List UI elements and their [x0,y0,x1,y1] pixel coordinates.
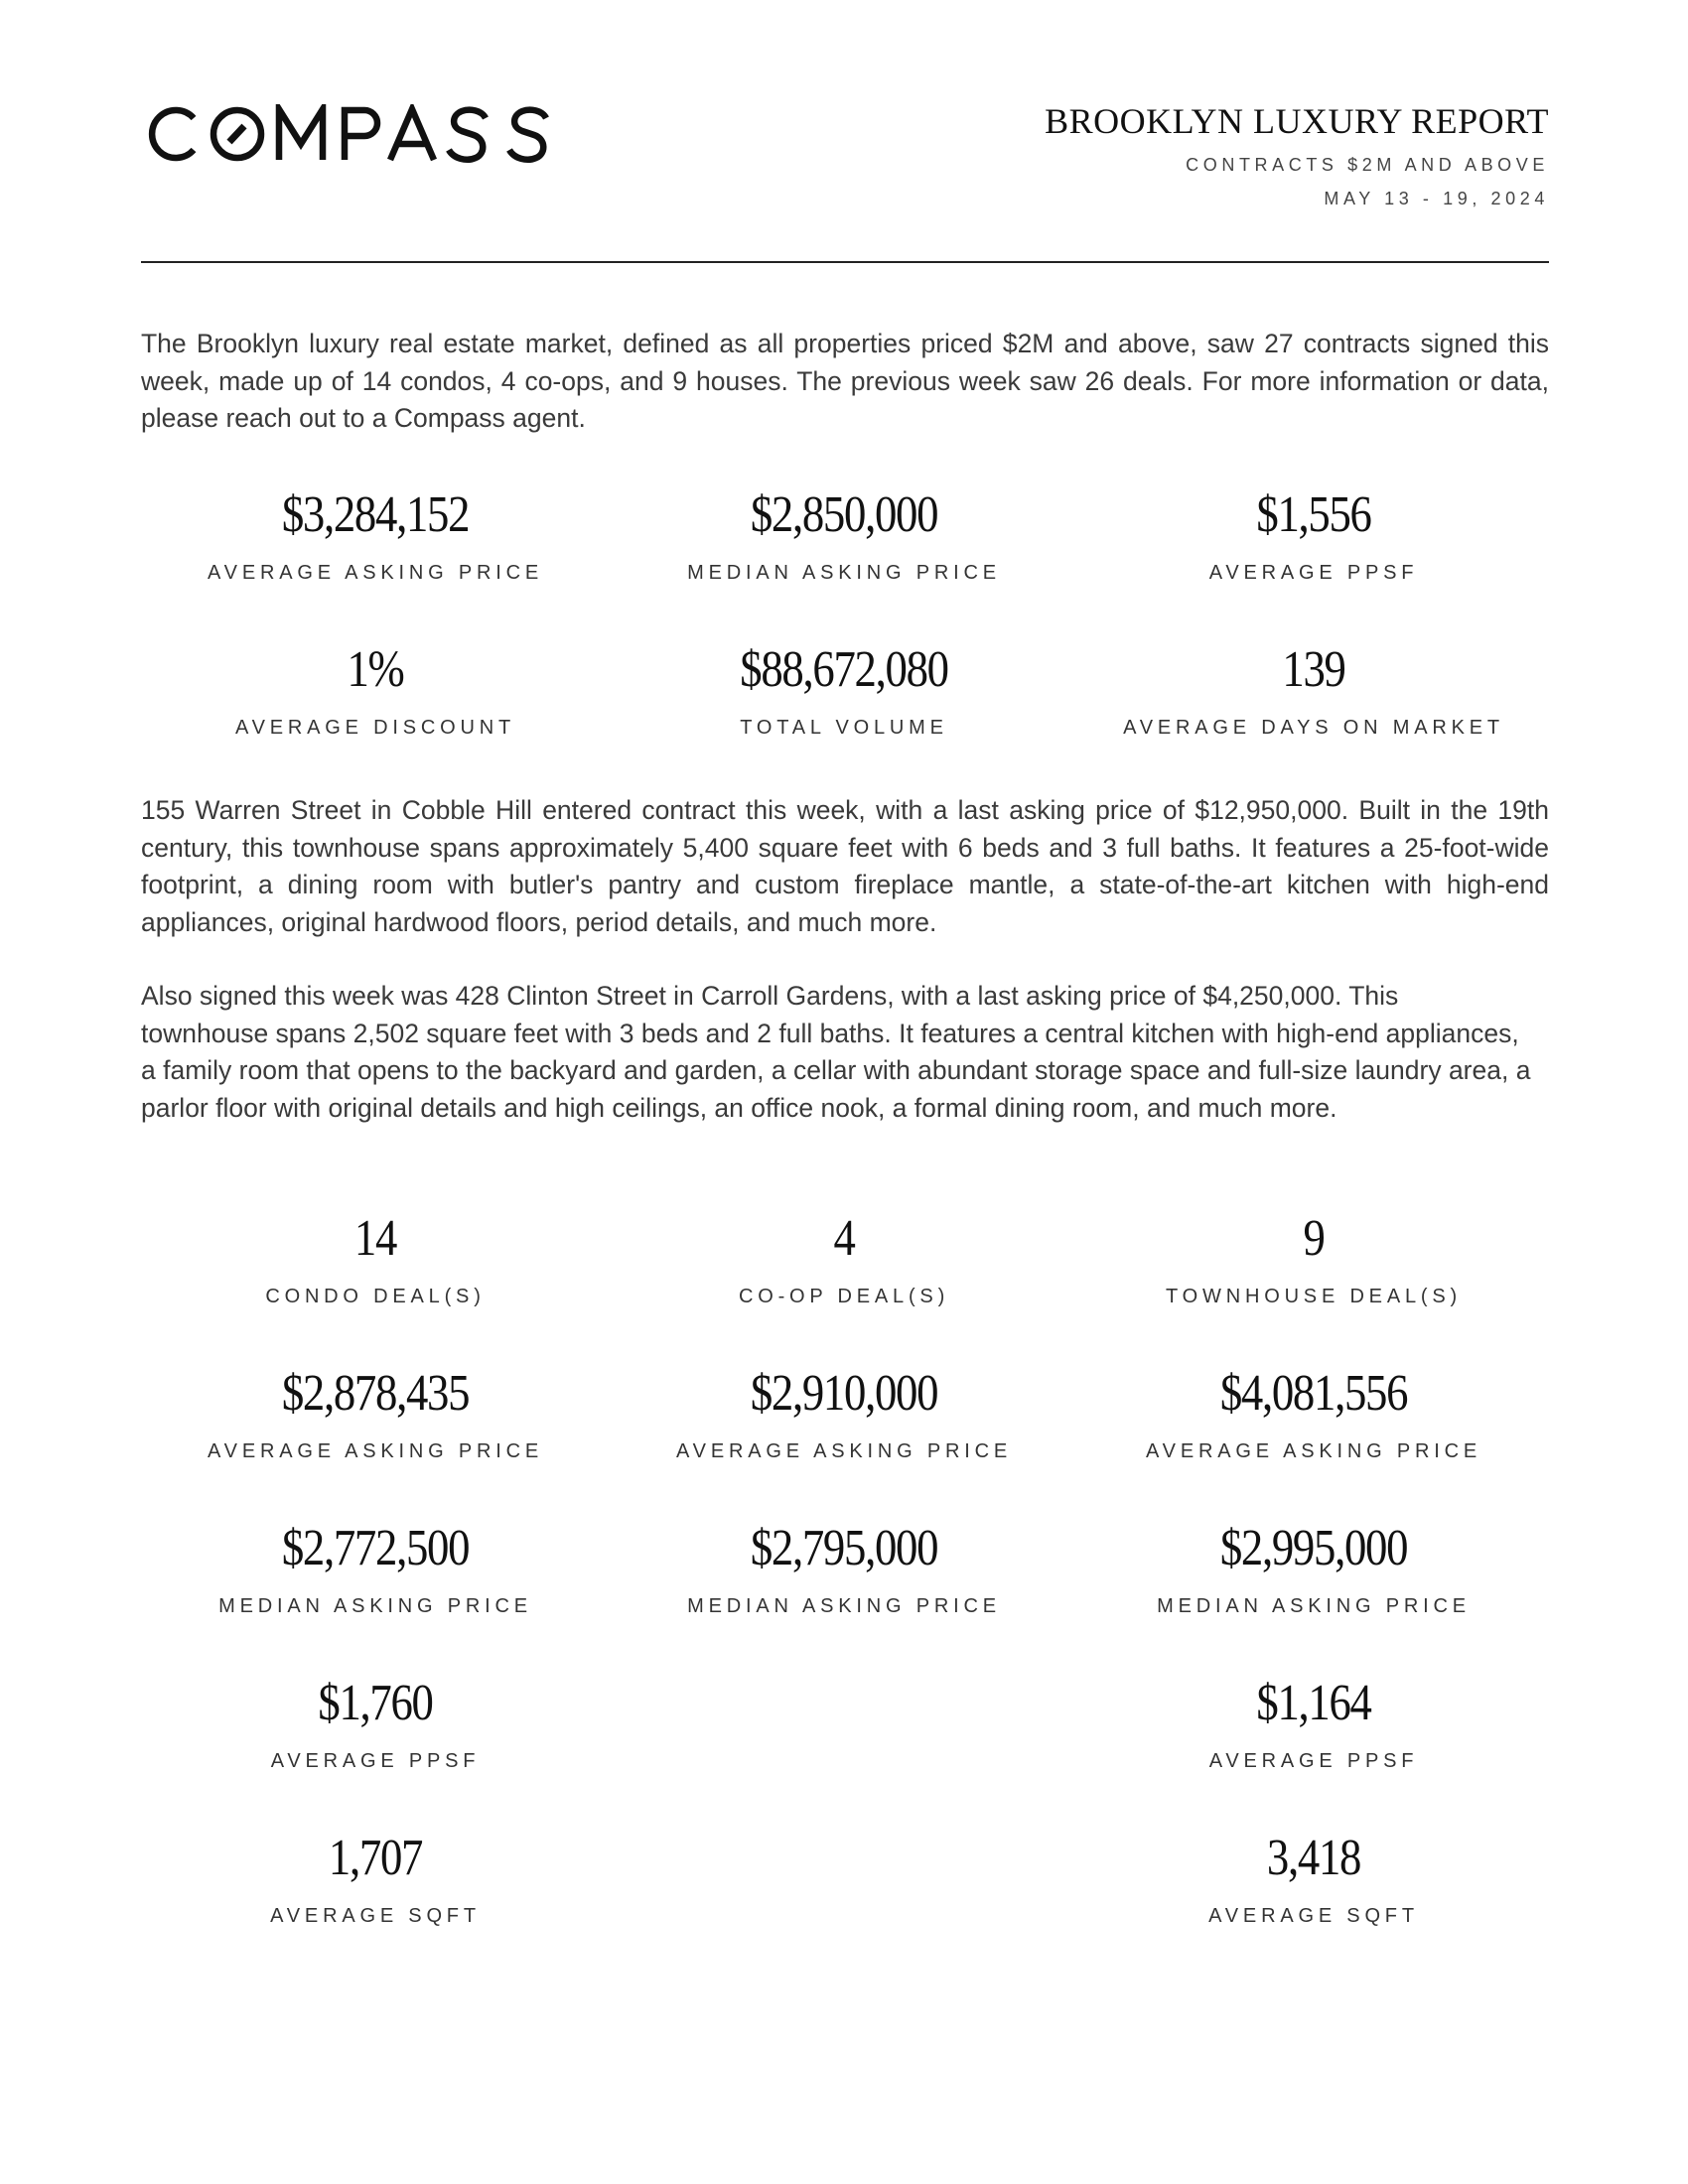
stat-label: AVERAGE PPSF [1208,1750,1419,1772]
story-paragraph-clinton-street: Also signed this week was 428 Clinton Street in Carroll Gardens, with a last asking price of $4,250,000. This townhouse spans 2,502 square feet with 3 beds and 2 full baths. It features a central kitchen with high-end appliances, a family room that opens to the backyard and garden, a cellar with abundant storage space and full-size laundry area, a parlor floor with original details and high ceilings, an office nook, a formal dining room, and much more. [141,981,1531,1123]
stat-value: 14 [353,1210,397,1267]
townhouse-deals [1078,1208,1549,1363]
condo-deals [141,1208,610,1363]
header-divider [141,261,1549,263]
stat-total-volume [610,639,1078,794]
stat-label: TOTAL VOLUME [740,717,948,739]
stat-label: AVERAGE PPSF [1208,562,1419,584]
stat-value: $3,284,152 [281,486,470,543]
stat-label: AVERAGE DAYS ON MARKET [1123,717,1504,739]
stat-average-discount [141,639,610,794]
intro-paragraph: The Brooklyn luxury real estate market, defined as all properties priced $2M and above, saw 27 contracts signed this week, made up of 14 condos, 4 co-ops, and 9 houses. The previous week saw 26 deals. For more information or data, please reach out to a Compass agent. [141,329,1549,433]
report-page [141,0,1549,1927]
stat-average-asking-price [141,484,610,639]
stat-value: 1% [347,641,404,698]
condo-average-ppsf [141,1673,610,1828]
townhouse-average-asking-price [1078,1363,1549,1518]
story-paragraph-warren-street: 155 Warren Street in Cobble Hill entered contract this week, with a last asking price of $12,950,000. Built in the 19th century, this townhouse spans approximately 5,400 square feet with 6 beds and 3 full baths. It features a 25-foot-wide footprint, a dining room with butler's pantry and custom fireplace mantle, a state-of-the-art kitchen with high-end appliances, original hardwood floors, period details, and much more. [141,795,1549,937]
stat-value: $2,850,000 [750,486,938,543]
stat-label: AVERAGE PPSF [270,1750,481,1772]
stat-value: $2,878,435 [281,1365,470,1422]
compass-logo-icon [144,104,561,164]
stat-label: AVERAGE SQFT [1208,1905,1419,1927]
report-header [141,0,1549,264]
stat-label: MEDIAN ASKING PRICE [687,562,1001,584]
stat-value: $1,164 [1256,1675,1371,1731]
segment-stats-grid [141,1208,1549,1982]
stat-value: $1,760 [318,1675,433,1731]
stat-value: $4,081,556 [1219,1365,1408,1422]
stat-label: MEDIAN ASKING PRICE [1157,1595,1471,1617]
compass-logo [144,99,561,169]
stat-value: 3,418 [1266,1830,1361,1886]
stat-label: AVERAGE ASKING PRICE [208,562,543,584]
stat-label: AVERAGE ASKING PRICE [1146,1440,1481,1462]
stat-value: $2,995,000 [1219,1520,1408,1576]
report-title-block [1045,99,1549,210]
stat-value: $1,556 [1256,486,1371,543]
stat-average-ppsf [1078,484,1549,639]
coop-deals [610,1208,1078,1363]
townhouse-average-sqft [1078,1828,1549,1982]
coop-average-asking-price [610,1363,1078,1518]
stat-value: 139 [1282,641,1345,698]
stat-label: AVERAGE ASKING PRICE [676,1440,1012,1462]
stat-value: 9 [1303,1210,1325,1267]
stat-label: CO-OP DEAL(S) [738,1286,950,1307]
stat-label: CONDO DEAL(S) [265,1286,486,1307]
stat-value: 1,707 [328,1830,423,1886]
report-title: BROOKLYN LUXURY REPORT [1045,101,1549,141]
stat-label: MEDIAN ASKING PRICE [218,1595,532,1617]
stat-value: 4 [833,1210,855,1267]
condo-average-asking-price [141,1363,610,1518]
summary-stats-grid [141,484,1549,794]
stat-label: MEDIAN ASKING PRICE [687,1595,1001,1617]
condo-median-asking-price [141,1518,610,1673]
stat-average-days-on-market [1078,639,1549,794]
stat-label: AVERAGE DISCOUNT [234,717,515,739]
townhouse-median-asking-price [1078,1518,1549,1673]
stat-value: $2,795,000 [750,1520,938,1576]
report-subtitle: CONTRACTS $2M AND ABOVE [1186,155,1549,175]
stat-median-asking-price [610,484,1078,639]
stat-label: AVERAGE ASKING PRICE [208,1440,543,1462]
stat-value: $2,772,500 [281,1520,470,1576]
coop-median-asking-price [610,1518,1078,1673]
report-date-range: MAY 13 - 19, 2024 [1324,189,1549,208]
stat-label: AVERAGE SQFT [270,1905,481,1927]
stat-value: $2,910,000 [750,1365,938,1422]
condo-average-sqft [141,1828,610,1982]
stat-value: $88,672,080 [740,641,948,698]
townhouse-average-ppsf [1078,1673,1549,1828]
stat-label: TOWNHOUSE DEAL(S) [1166,1286,1462,1307]
